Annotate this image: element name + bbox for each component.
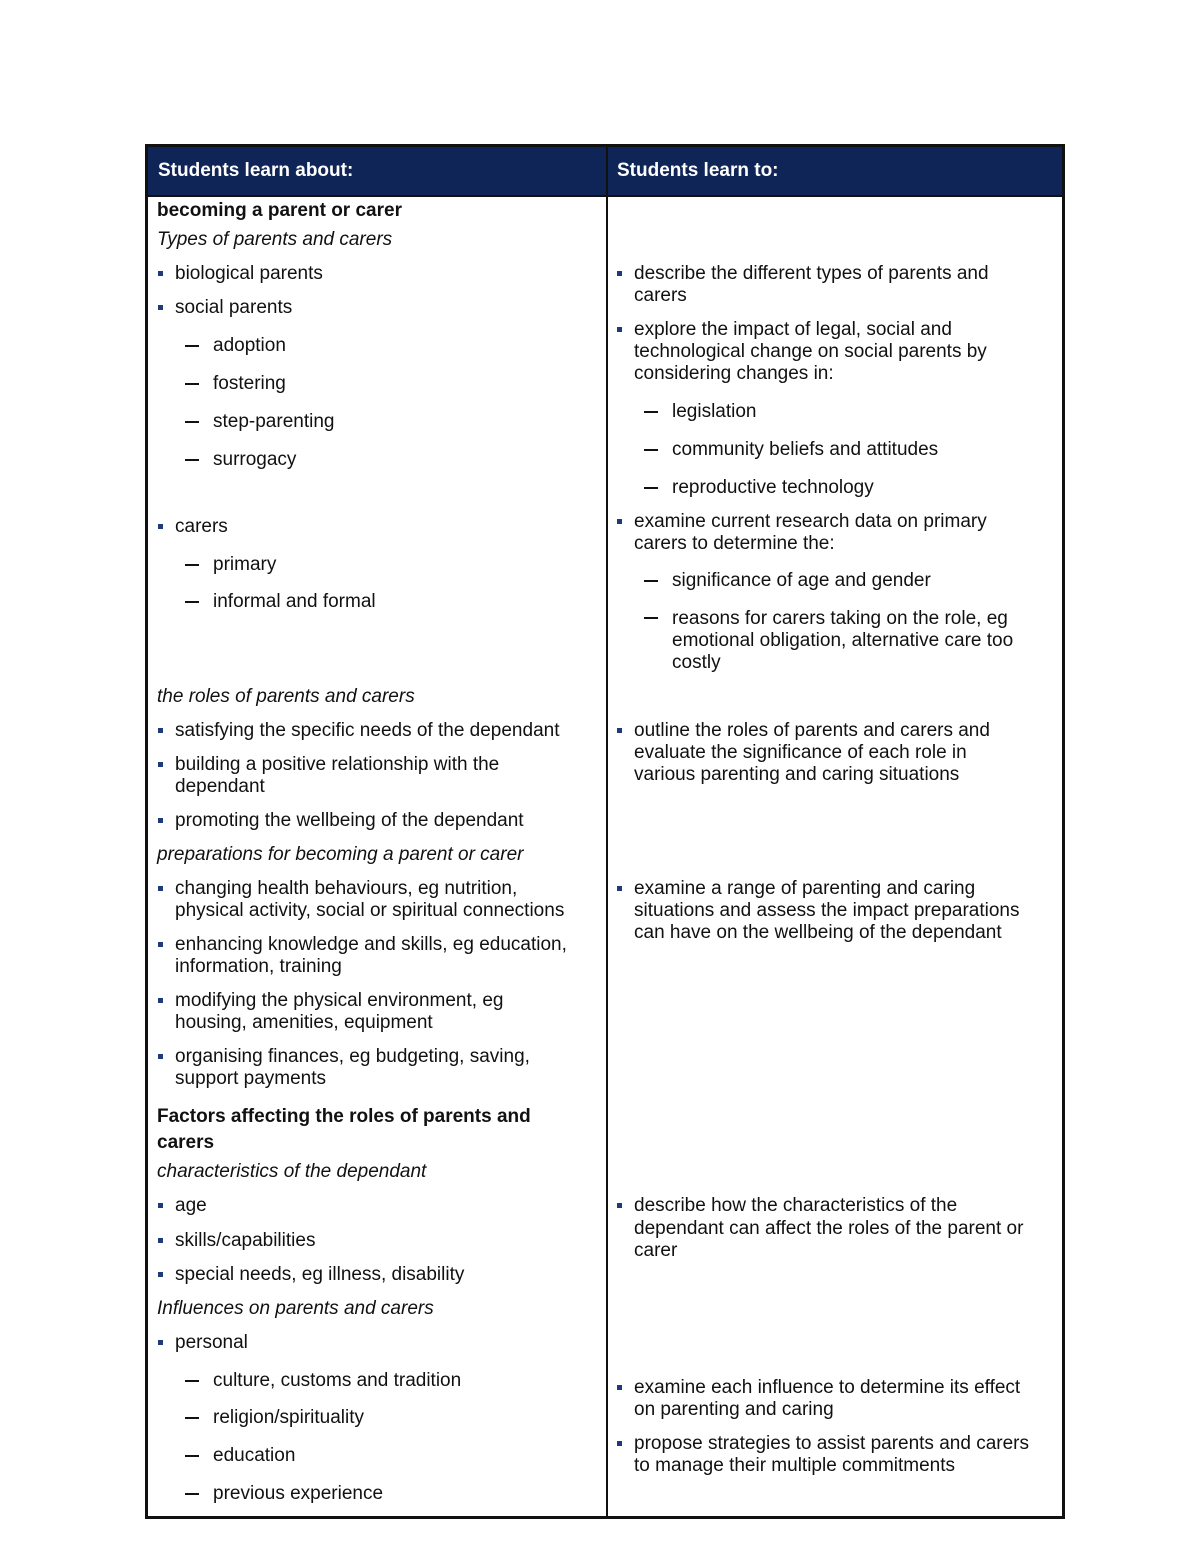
- list-item: describe the different types of parents and: [634, 263, 989, 284]
- list-item-cont: carers to determine the:: [634, 533, 835, 554]
- list-item-cont: physical activity, social or spiritual connections: [175, 900, 565, 921]
- bullet-icon: [617, 271, 622, 276]
- sub-item: religion/spirituality: [213, 1407, 365, 1428]
- sub-item: legislation: [672, 401, 757, 422]
- sub-item: community beliefs and attitudes: [672, 439, 939, 460]
- list-item: changing health behaviours, eg nutrition,: [175, 878, 518, 899]
- dash-icon: [185, 383, 199, 385]
- sub-item: surrogacy: [213, 449, 297, 470]
- list-item-cont: on parenting and caring: [634, 1399, 834, 1420]
- list-item-cont: various parenting and caring situations: [634, 764, 960, 785]
- bullet-icon: [158, 271, 163, 276]
- dash-icon: [185, 1455, 199, 1457]
- bullet-icon: [617, 519, 622, 524]
- dash-icon: [644, 617, 658, 619]
- header-learn-about: Students learn about:: [158, 160, 354, 181]
- header-learn-to: Students learn to:: [617, 160, 779, 181]
- sub-item-cont: emotional obligation, alternative care too: [672, 630, 1014, 651]
- bullet-icon: [158, 762, 163, 767]
- sub-item: previous experience: [213, 1483, 384, 1504]
- list-item-cont: can have on the wellbeing of the dependant: [634, 922, 1002, 943]
- bullet-icon: [158, 1272, 163, 1277]
- list-item: explore the impact of legal, social and: [634, 319, 952, 340]
- heading-preparations: preparations for becoming a parent or carer: [157, 844, 524, 865]
- sub-item: reasons for carers taking on the role, eg: [672, 608, 1008, 629]
- list-item-cont: housing, amenities, equipment: [175, 1012, 433, 1033]
- bullet-icon: [617, 886, 622, 891]
- content-table: [145, 144, 1065, 1519]
- list-item-cont: to manage their multiple commitments: [634, 1455, 956, 1476]
- list-item-cont: carer: [634, 1240, 678, 1261]
- bullet-icon: [158, 305, 163, 310]
- list-item: personal: [175, 1332, 248, 1353]
- dash-icon: [644, 411, 658, 413]
- dash-icon: [185, 1417, 199, 1419]
- section-title-becoming-parent: becoming a parent or carer: [157, 200, 402, 221]
- dash-icon: [185, 1493, 199, 1495]
- list-item: describe how the characteristics of the: [634, 1195, 958, 1216]
- bullet-icon: [158, 818, 163, 823]
- dash-icon: [644, 449, 658, 451]
- bullet-icon: [158, 1238, 163, 1243]
- sub-item-cont: costly: [672, 652, 721, 673]
- list-item-cont: evaluate the significance of each role in: [634, 742, 967, 763]
- list-item: carers: [175, 516, 228, 537]
- list-item: examine each influence to determine its effect: [634, 1377, 1021, 1398]
- list-item-cont: carers: [634, 285, 687, 306]
- dash-icon: [185, 1380, 199, 1382]
- bullet-icon: [158, 886, 163, 891]
- header-divider: [148, 195, 1062, 197]
- list-item: special needs, eg illness, disability: [175, 1264, 465, 1285]
- sub-item: step-parenting: [213, 411, 335, 432]
- dash-icon: [644, 580, 658, 582]
- dash-icon: [185, 459, 199, 461]
- list-item: organising finances, eg budgeting, saving,: [175, 1046, 530, 1067]
- dash-icon: [185, 345, 199, 347]
- list-item: age: [175, 1195, 207, 1216]
- bullet-icon: [617, 1385, 622, 1390]
- list-item-cont: dependant: [175, 776, 265, 797]
- sub-item: significance of age and gender: [672, 570, 931, 591]
- list-item: satisfying the specific needs of the dependant: [175, 720, 560, 741]
- section-title-factors: Factors affecting the roles of parents and: [157, 1106, 531, 1127]
- list-item: modifying the physical environment, eg: [175, 990, 504, 1011]
- bullet-icon: [158, 1054, 163, 1059]
- bullet-icon: [158, 524, 163, 529]
- list-item: biological parents: [175, 263, 323, 284]
- dash-icon: [644, 487, 658, 489]
- sub-item: adoption: [213, 335, 286, 356]
- sub-item: education: [213, 1445, 296, 1466]
- bullet-icon: [617, 1203, 622, 1208]
- list-item-cont: dependant can affect the roles of the parent or: [634, 1218, 1024, 1239]
- sub-item: culture, customs and tradition: [213, 1370, 462, 1391]
- heading-dependant: characteristics of the dependant: [157, 1161, 427, 1182]
- sub-item: informal and formal: [213, 591, 376, 612]
- bullet-icon: [158, 728, 163, 733]
- dash-icon: [185, 421, 199, 423]
- dash-icon: [185, 601, 199, 603]
- bullet-icon: [158, 1203, 163, 1208]
- heading-roles: the roles of parents and carers: [157, 686, 415, 707]
- list-item: outline the roles of parents and carers and: [634, 720, 990, 741]
- list-item-cont: information, training: [175, 956, 342, 977]
- bullet-icon: [158, 942, 163, 947]
- sub-item: primary: [213, 554, 277, 575]
- bullet-icon: [158, 998, 163, 1003]
- list-item-cont: technological change on social parents by: [634, 341, 987, 362]
- list-item: enhancing knowledge and skills, eg education,: [175, 934, 567, 955]
- bullet-icon: [617, 728, 622, 733]
- bullet-icon: [617, 1441, 622, 1446]
- sub-item: fostering: [213, 373, 286, 394]
- heading-types: Types of parents and carers: [157, 229, 393, 250]
- column-divider: [606, 147, 608, 1519]
- list-item: propose strategies to assist parents and carers: [634, 1433, 1029, 1454]
- bullet-icon: [617, 327, 622, 332]
- list-item: building a positive relationship with the: [175, 754, 500, 775]
- list-item: examine current research data on primary: [634, 511, 987, 532]
- heading-influences: Influences on parents and carers: [157, 1298, 434, 1319]
- list-item-cont: considering changes in:: [634, 363, 834, 384]
- dash-icon: [185, 564, 199, 566]
- table-header: [148, 147, 1062, 195]
- list-item: promoting the wellbeing of the dependant: [175, 810, 524, 831]
- sub-item: reproductive technology: [672, 477, 874, 498]
- list-item: skills/capabilities: [175, 1230, 316, 1251]
- list-item: social parents: [175, 297, 293, 318]
- list-item-cont: situations and assess the impact preparations: [634, 900, 1020, 921]
- list-item-cont: support payments: [175, 1068, 327, 1089]
- list-item: examine a range of parenting and caring: [634, 878, 976, 899]
- section-title-factors-cont: carers: [157, 1132, 215, 1153]
- bullet-icon: [158, 1340, 163, 1345]
